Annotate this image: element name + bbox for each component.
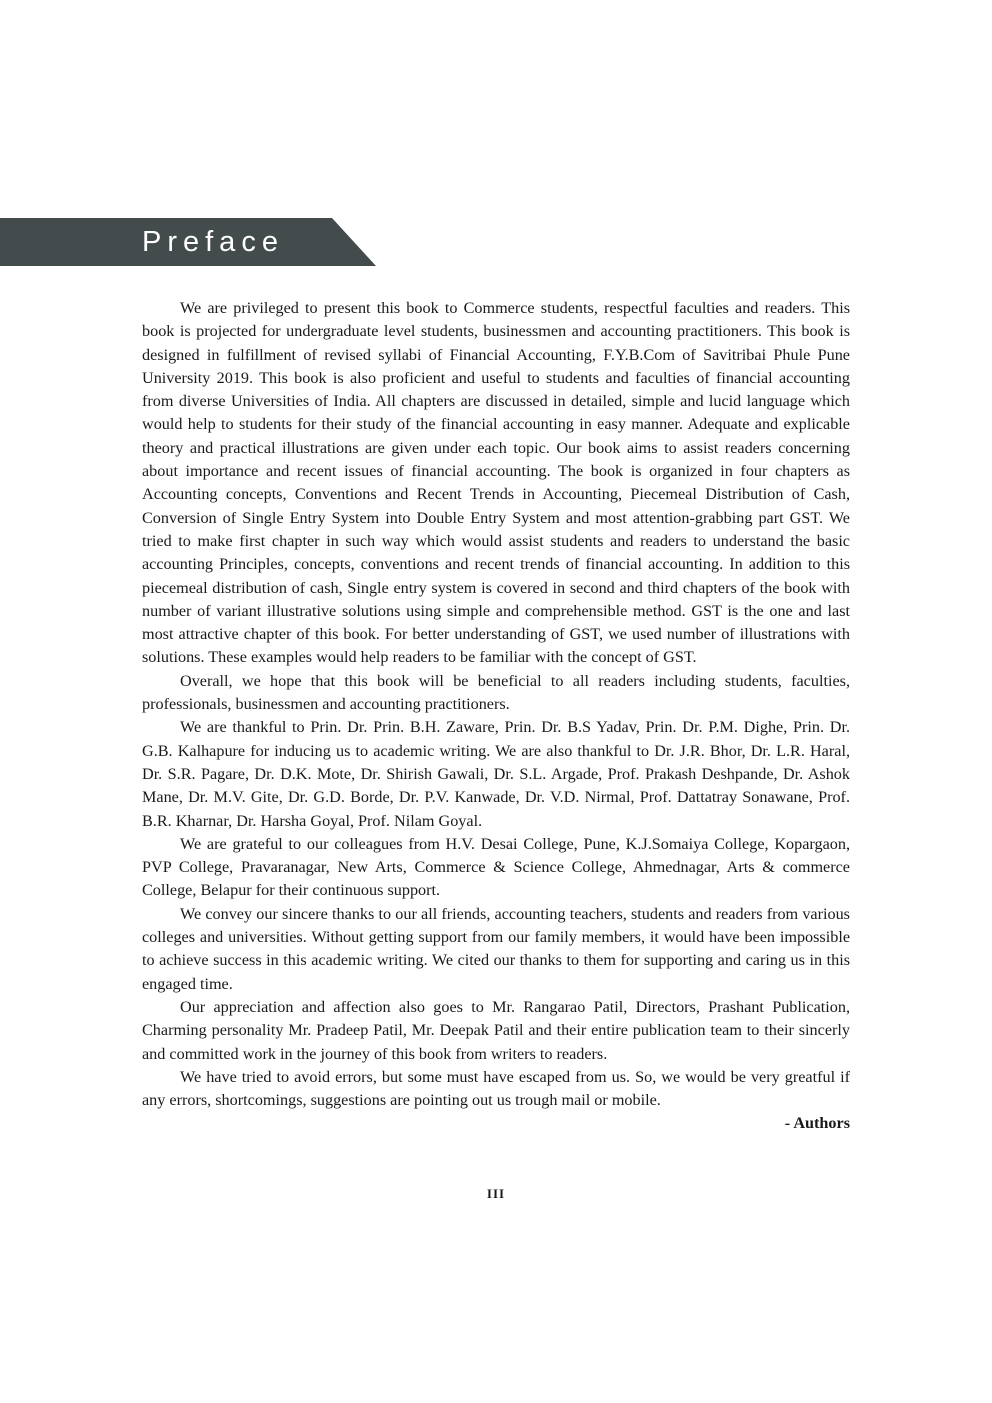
paragraph-introduction: We are privileged to present this book to Commerce students, respectful faculties and readers. This book is projected for undergraduate level students, businessmen and accounting practitioners. This book is designed in fulfillment of revised syllabi of Financial Accounting, F.Y.B.Com of Savitribai Phule Pune University 2019. This book is also proficient and useful to students and faculties of financial accounting from diverse Universities of India. All chapters are discussed in detailed, simple and lucid language which would help to students for their study of the financial accounting in easy manner. Adequate and explicable theory and practical illustrations are given under each topic. Our book aims to assist readers concerning about importance and recent issues of financial accounting. The book is organized in four chapters as Accounting concepts, Conventions and Recent Trends in Accounting, Piecemeal Distribution of Cash, Conversion of Single Entry System into Double Entry System and most attention-grabbing part GST. We tried to make first chapter in such way which would assist students and readers to understand the basic accounting Principles, concepts, conventions and recent trends of financial accounting. In addition to this piecemeal distribution of cash, Single entry system is covered in second and third chapters of the book with number of variant illustrative solutions using simple and comprehensible method. GST is the one and last most attractive chapter of this book. For better understanding of GST, we used number of illustrations with solutions. These examples would help readers to be familiar with the concept of GST. — [142, 299, 850, 667]
paragraph-errors: We have tried to avoid errors, but some must have escaped from us. So, we would be very greatful if any errors, shortcomings, suggestions are pointing out us trough mail or mobile. — [142, 1067, 850, 1110]
paragraph-thanks-colleagues: We are grateful to our colleagues from H.V. Desai College, Pune, K.J.Somaiya College, Kopargaon, PVP College, Pravaranagar, New Arts, Commerce & Science College, Ahmednagar, Arts & commerce College, Belapur for their continuous support. — [142, 834, 850, 900]
paragraph-thanks-principals: We are thankful to Prin. Dr. Prin. B.H. Zaware, Prin. Dr. B.S Yadav, Prin. Dr. P.M. Dighe, Prin. Dr. G.B. Kalhapure for inducing us to academic writing. We are also thankful to Dr. J.R. Bhor, Dr. L.R. Haral, Dr. S.R. Pagare, Dr. D.K. Mote, Dr. Shirish Gawali, Dr. S.L. Argade, Prof. Prakash Deshpande, Dr. Ashok Mane, Dr. M.V. Gite, Dr. G.D. Borde, Dr. P.V. Kanwade, Dr. V.D. Nirmal, Prof. Dattatray Sonawane, Prof. B.R. Kharnar, Dr. Harsha Goyal, Prof. Nilam Goyal. — [142, 718, 850, 830]
page-title: Preface — [142, 226, 284, 258]
paragraph-hope: Overall, we hope that this book will be beneficial to all readers including students, faculties, professionals, businessmen and accounting practitioners. — [142, 671, 850, 714]
paragraph-thanks-friends: We convey our sincere thanks to our all friends, accounting teachers, students and readers from various colleges and universities. Without getting support from our family members, it would have been impossible to achieve success in this academic writing. We cited our thanks to them for supporting and caring us in this engaged time. — [142, 904, 850, 993]
preface-body — [142, 297, 850, 1136]
signature-authors: - Authors — [784, 1114, 850, 1133]
page-number: III — [486, 1186, 506, 1201]
paragraph-thanks-publisher: Our appreciation and affection also goes to Mr. Rangarao Patil, Directors, Prashant Publication, Charming personality Mr. Pradeep Patil, Mr. Deepak Patil and their entire publication team to their sincerly and committed work in the journey of this book from writers to readers. — [142, 997, 850, 1063]
